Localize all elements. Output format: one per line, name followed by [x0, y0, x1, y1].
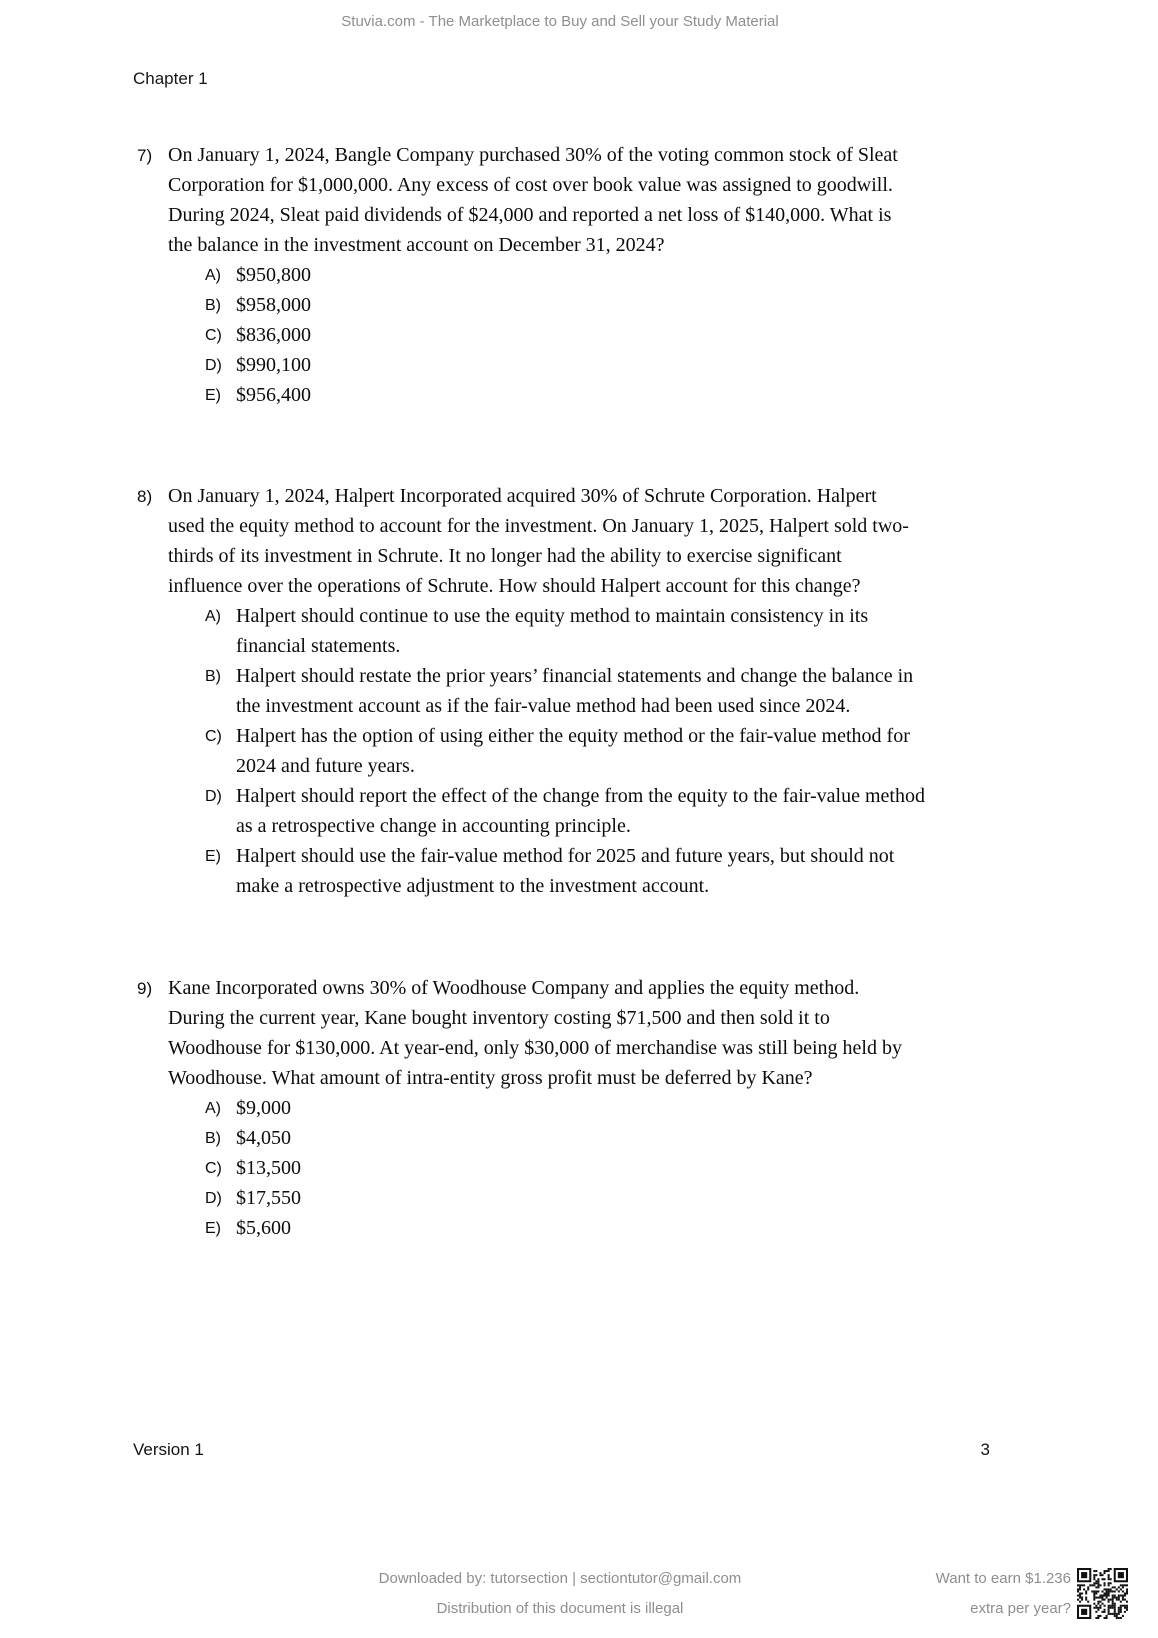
options-list	[137, 601, 1117, 901]
option-B	[205, 1123, 1117, 1153]
page-number: 3	[980, 1440, 990, 1459]
option-E	[205, 841, 1117, 901]
question-line: Kane Incorporated owns 30% of Woodhouse Company and applies the equity method.	[168, 977, 860, 999]
question-number: 8)	[137, 487, 153, 506]
option-line: 2024 and future years.	[236, 755, 415, 777]
question-9	[137, 973, 1117, 1243]
option-line: the investment account as if the fair-value method had been used since 2024.	[236, 695, 851, 717]
question-line: During the current year, Kane bought inventory costing $71,500 and then sold it to	[168, 1007, 830, 1029]
question-line: influence over the operations of Schrute. How should Halpert account for this change?	[168, 575, 861, 597]
option-text	[236, 290, 1117, 320]
option-line: Halpert should continue to use the equity method to maintain consistency in its	[236, 605, 869, 627]
option-letter: A)	[205, 608, 221, 625]
option-text	[236, 320, 1117, 350]
option-letter: A)	[205, 267, 221, 284]
option-text	[236, 1153, 1117, 1183]
option-E	[205, 380, 1117, 410]
option-line: financial statements.	[236, 635, 401, 657]
option-D	[205, 781, 1117, 841]
option-B	[205, 661, 1117, 721]
question-line: Corporation for $1,000,000. Any excess of cost over book value was assigned to goodwill.	[168, 174, 893, 196]
option-line: $956,400	[236, 384, 311, 406]
question-7	[137, 140, 1117, 410]
option-line: $17,550	[236, 1187, 301, 1209]
question-number: 9)	[137, 979, 153, 998]
option-line: $4,050	[236, 1127, 291, 1149]
question-line: On January 1, 2024, Bangle Company purchased 30% of the voting common stock of Sleat	[168, 144, 898, 166]
question-text	[168, 481, 1117, 601]
option-letter: A)	[205, 1100, 221, 1117]
option-text	[236, 661, 1117, 721]
option-text	[236, 350, 1117, 380]
option-line: $836,000	[236, 324, 311, 346]
option-text	[236, 841, 1117, 901]
option-line: $13,500	[236, 1157, 301, 1179]
option-line: $5,600	[236, 1217, 291, 1239]
option-letter: E)	[205, 848, 221, 865]
option-line: make a retrospective adjustment to the investment account.	[236, 875, 710, 897]
version-label: Version 1	[133, 1440, 204, 1459]
option-C	[205, 320, 1117, 350]
qr-code-icon	[1077, 1568, 1128, 1619]
option-A	[205, 260, 1117, 290]
option-E	[205, 1213, 1117, 1243]
option-A	[205, 1093, 1117, 1123]
option-letter: E)	[205, 387, 221, 404]
question-number: 7)	[137, 146, 153, 165]
option-letter: D)	[205, 357, 222, 374]
option-letter: C)	[205, 327, 222, 344]
question-line: During 2024, Sleat paid dividends of $24,000 and reported a net loss of $140,000. What is	[168, 204, 892, 226]
question-line: the balance in the investment account on December 31, 2024?	[168, 234, 665, 256]
option-D	[205, 1183, 1117, 1213]
question-line: On January 1, 2024, Halpert Incorporated acquired 30% of Schrute Corporation. Halpert	[168, 485, 877, 507]
option-line: $950,800	[236, 264, 311, 286]
option-line: Halpert should use the fair-value method for 2025 and future years, but should not	[236, 845, 895, 867]
option-text	[236, 601, 1117, 661]
chapter-title: Chapter 1	[133, 69, 208, 88]
earn-promo-line2: extra per year?	[970, 1600, 1071, 1617]
option-line: $990,100	[236, 354, 311, 376]
option-line: as a retrospective change in accounting principle.	[236, 815, 631, 837]
option-line: Halpert has the option of using either the equity method or the fair-value method for	[236, 725, 910, 747]
option-line: $958,000	[236, 294, 311, 316]
option-text	[236, 781, 1117, 841]
question-text	[168, 973, 1117, 1093]
question-text	[168, 140, 1117, 260]
question-8	[137, 481, 1117, 901]
option-letter: B)	[205, 1130, 221, 1147]
option-text	[236, 380, 1117, 410]
option-line: Halpert should report the effect of the change from the equity to the fair-value method	[236, 785, 925, 807]
option-C	[205, 1153, 1117, 1183]
earn-promo	[0, 1564, 1071, 1624]
downloaded-by-text: Downloaded by: tutorsection | sectiontutor@gmail.com	[378, 1570, 742, 1587]
option-letter: B)	[205, 668, 221, 685]
option-letter: D)	[205, 788, 222, 805]
question-line: Woodhouse. What amount of intra-entity gross profit must be deferred by Kane?	[168, 1067, 813, 1089]
question-line: thirds of its investment in Schrute. It no longer had the ability to exercise significant	[168, 545, 842, 567]
option-A	[205, 601, 1117, 661]
earn-promo-line1: Want to earn $1.236	[935, 1570, 1071, 1587]
distribution-warning-text: Distribution of this document is illegal	[436, 1600, 684, 1617]
options-list	[137, 260, 1117, 410]
question-line: used the equity method to account for the investment. On January 1, 2025, Halpert sold two-	[168, 515, 909, 537]
site-watermark: Stuvia.com - The Marketplace to Buy and Sell your Study Material	[341, 13, 779, 30]
option-letter: E)	[205, 1220, 221, 1237]
option-text	[236, 260, 1117, 290]
option-letter: C)	[205, 1160, 222, 1177]
option-text	[236, 1213, 1117, 1243]
option-B	[205, 290, 1117, 320]
option-text	[236, 721, 1117, 781]
option-text	[236, 1183, 1117, 1213]
option-text	[236, 1123, 1117, 1153]
option-letter: D)	[205, 1190, 222, 1207]
option-line: $9,000	[236, 1097, 291, 1119]
options-list	[137, 1093, 1117, 1243]
option-letter: B)	[205, 297, 221, 314]
option-letter: C)	[205, 728, 222, 745]
question-line: Woodhouse for $130,000. At year-end, only $30,000 of merchandise was still being held by	[168, 1037, 902, 1059]
option-line: Halpert should restate the prior years’ financial statements and change the balance in	[236, 665, 914, 687]
option-C	[205, 721, 1117, 781]
option-text	[236, 1093, 1117, 1123]
option-D	[205, 350, 1117, 380]
